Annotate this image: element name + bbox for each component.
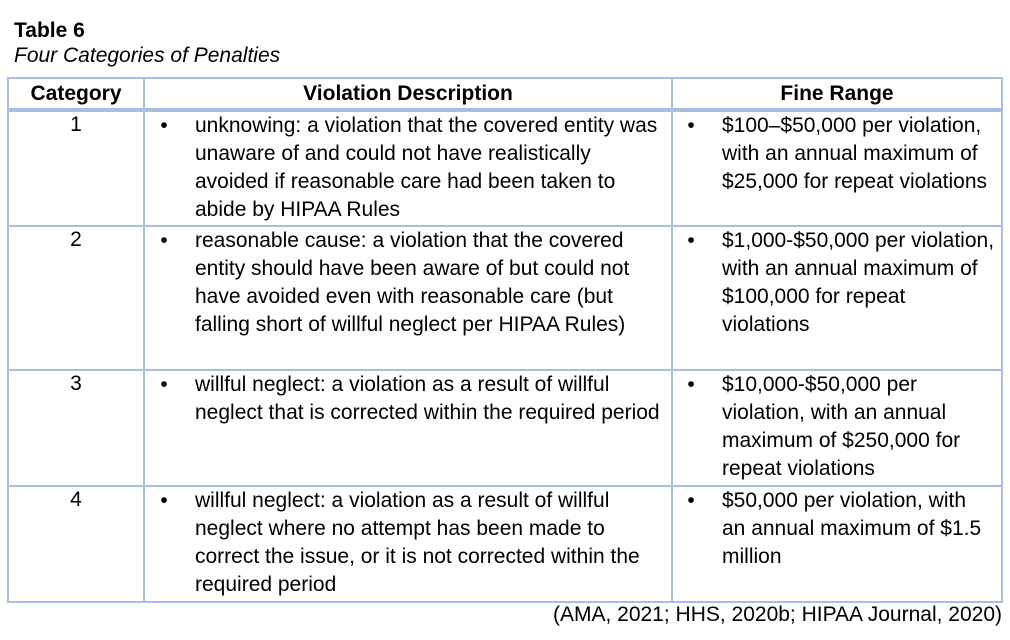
description-cell [144,370,672,486]
category-cell: 1 [8,110,144,226]
bullet-icon: • [687,229,695,252]
header-fine-range: Fine Range [672,78,1002,110]
list-item [673,112,1001,196]
bullet-icon: • [160,229,168,252]
fine-text: $100–$50,000 per violation, with an annual maximum of $25,000 for repeat violations [722,114,988,193]
bullet-icon: • [687,373,695,396]
list-item [145,487,671,599]
fine-cell [672,370,1002,486]
list-item [145,227,671,339]
table-row [8,370,1002,486]
description-cell [144,486,672,602]
fine-text: $1,000-$50,000 per violation, with an annual maximum of $100,000 for repeat violations [722,229,995,336]
description-text: willful neglect: a violation as a result of willful neglect where no attempt has been made to correct the issue, or it is not corrected within the required period [195,489,640,596]
description-cell [144,226,672,370]
fine-cell [672,110,1002,226]
list-item [673,487,1001,571]
table-row [8,486,1002,602]
description-text: willful neglect: a violation as a result of willful neglect that is corrected within the required period [195,373,660,424]
fine-text: $10,000-$50,000 per violation, with an annual maximum of $250,000 for repeat violations [722,373,961,480]
table-title: Four Categories of Penalties [14,44,281,67]
list-item [145,112,671,224]
description-text: reasonable cause: a violation that the covered entity should have been aware of but could not have avoided even with reasonable care (but falling short of willful neglect per HIPAA Rules) [195,229,630,336]
table-row [8,110,1002,226]
fine-cell [672,226,1002,370]
penalties-table [7,77,1003,603]
source-citation: (AMA, 2021; HHS, 2020b; HIPAA Journal, 2020) [552,603,1002,626]
description-cell [144,110,672,226]
header-category: Category [8,78,144,110]
table-caption [14,18,280,68]
bullet-icon: • [687,489,695,512]
list-item [673,371,1001,483]
fine-cell [672,486,1002,602]
table-label: Table 6 [14,19,85,42]
list-item [145,371,671,427]
bullet-icon: • [160,489,168,512]
bullet-icon: • [160,114,168,137]
header-violation-description: Violation Description [144,78,672,110]
description-text: unknowing: a violation that the covered entity was unaware of and could not have realistically avoided if reasonable care had been taken to abide by HIPAA Rules [195,114,658,221]
category-cell: 2 [8,226,144,370]
list-item [673,227,1001,339]
table-row [8,226,1002,370]
category-cell: 3 [8,370,144,486]
category-cell: 4 [8,486,144,602]
bullet-icon: • [687,114,695,137]
fine-text: $50,000 per violation, with an annual maximum of $1.5 million [722,489,982,568]
header-row [8,78,1002,110]
bullet-icon: • [160,373,168,396]
